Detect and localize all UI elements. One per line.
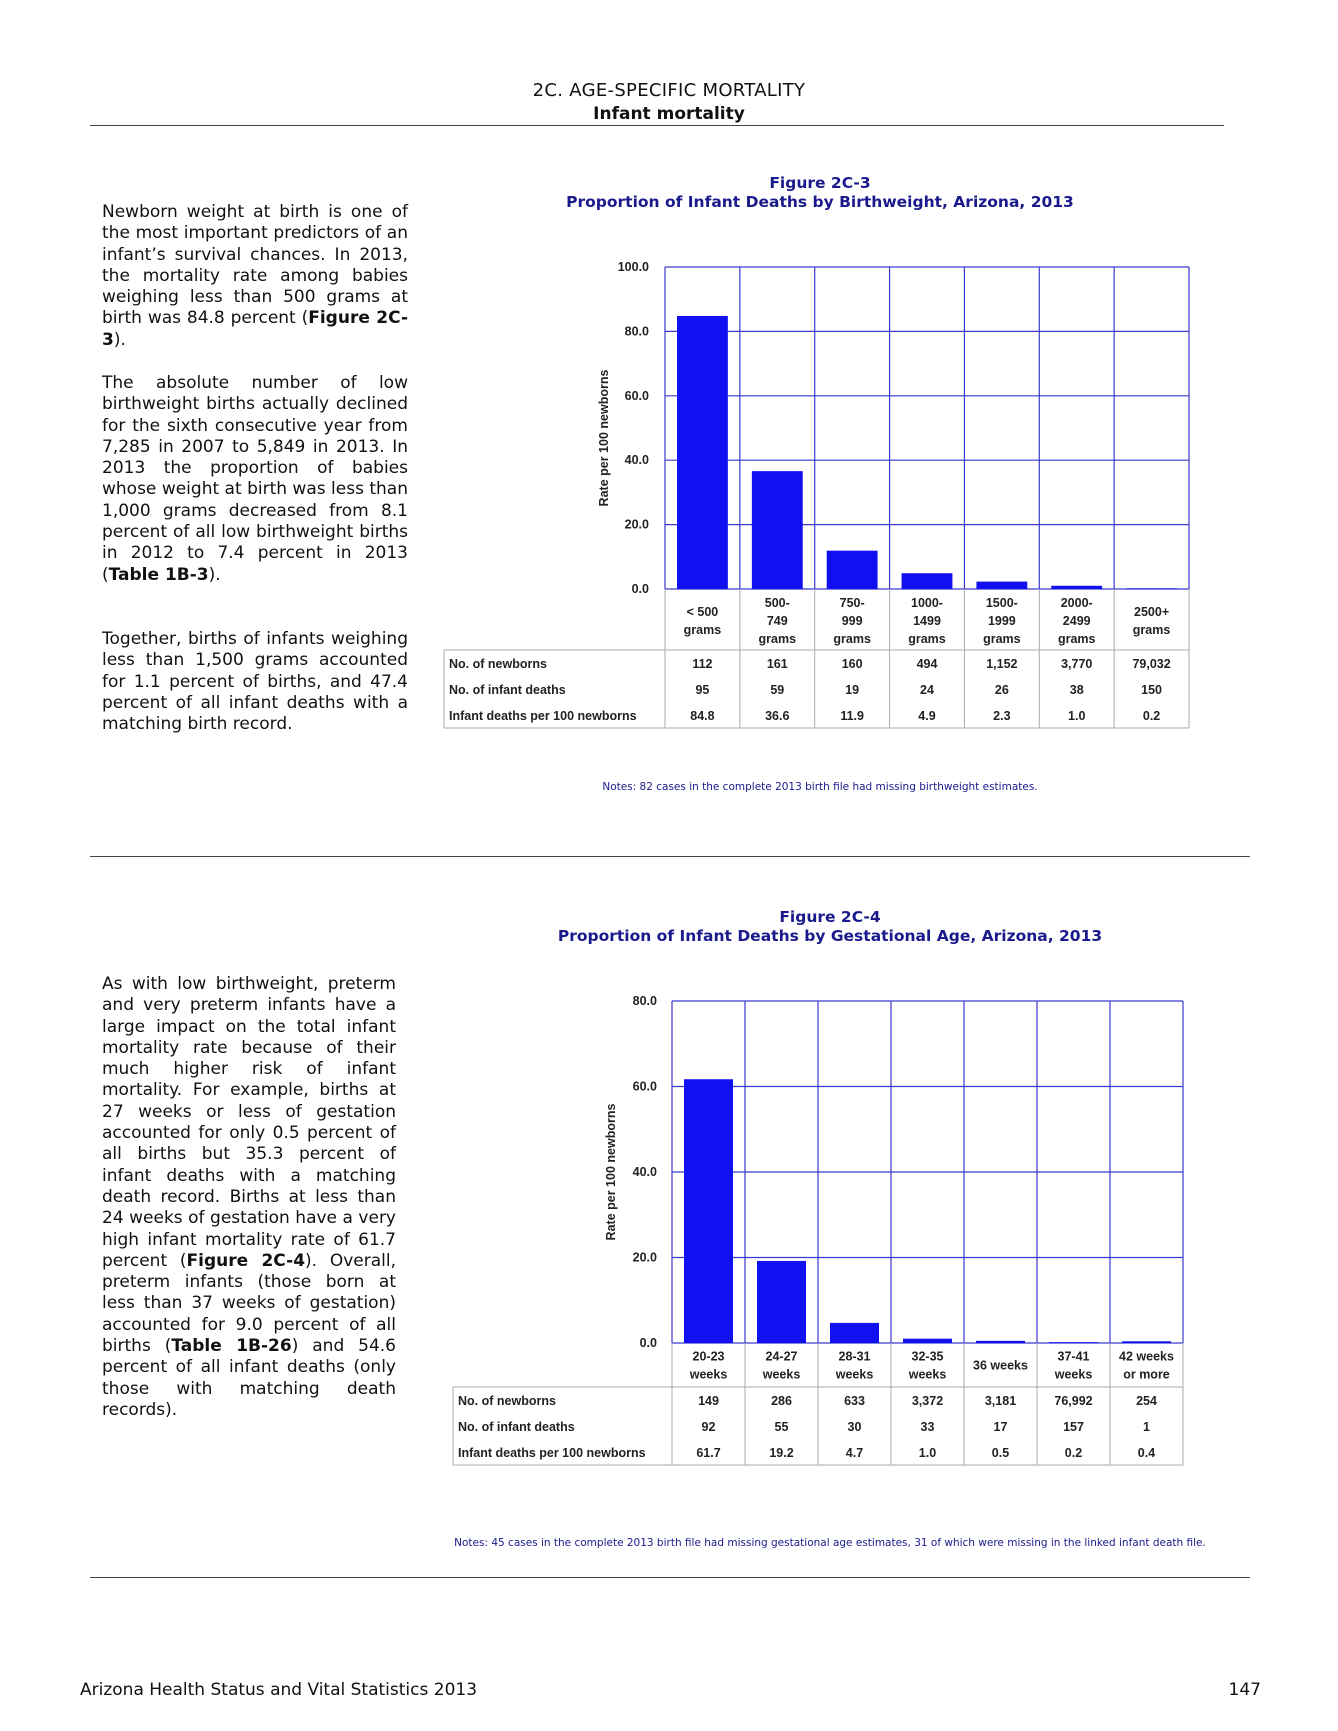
x-tick-label: 24-27 (765, 1349, 798, 1364)
figure-2c3-title: Proportion of Infant Deaths by Birthweight, Arizona, 2013 (566, 193, 1074, 211)
bar (827, 551, 878, 589)
page-section-subtitle: Infant mortality (593, 104, 745, 124)
x-tick-label: 2499 (1062, 614, 1091, 628)
table-cell: 30 (847, 1420, 862, 1434)
table-cell: 4.7 (845, 1446, 864, 1460)
bar (830, 1323, 879, 1343)
x-tick-label: < 500 (686, 605, 719, 619)
x-tick-label: 42 weeks (1119, 1349, 1174, 1364)
bar (684, 1079, 733, 1343)
table-cell: 11.9 (840, 709, 864, 723)
x-tick-label: 500- (764, 596, 790, 610)
table-cell: 3,770 (1061, 657, 1093, 671)
y-tick-label: 40.0 (624, 453, 649, 468)
table-cell: 55 (774, 1420, 789, 1434)
x-tick-label: grams (683, 623, 722, 637)
x-tick-label: grams (833, 632, 871, 646)
section-divider-1 (90, 856, 1250, 857)
y-tick-label: 0.0 (631, 582, 649, 596)
x-tick-label: grams (1132, 623, 1171, 637)
y-tick-label: 0.0 (639, 1336, 657, 1350)
bar (1126, 588, 1177, 589)
table-row-label: Infant deaths per 100 newborns (458, 1446, 646, 1460)
bar (903, 1339, 952, 1343)
table-cell: 3,181 (984, 1394, 1017, 1408)
paragraph-birthweight-3: Together, births of infants weighing less than 1,500 grams accounted for 1.1 percent of births, and 47.4 percent of all infant deaths with a matching birth record. (102, 629, 408, 735)
y-tick-label: 100.0 (617, 260, 649, 274)
table-cell: 112 (692, 657, 713, 671)
x-tick-label: 36 weeks (973, 1358, 1028, 1373)
x-tick-label: weeks (908, 1367, 947, 1382)
table-cell: 76,992 (1054, 1394, 1093, 1408)
table-cell: 38 (1069, 683, 1084, 697)
table-cell: 36.6 (765, 709, 790, 723)
paragraph-birthweight-1: Newborn weight at birth is one of the most important predictors of an infant’s survival chances. In 2013, the mortality rate among babies weighing less than 500 grams at birth was 84.8 percent (Figure 2C-3). (102, 202, 409, 350)
x-tick-label: 999 (841, 614, 863, 628)
figure-ref: Figure 2C-3 (102, 308, 409, 350)
bar (1051, 586, 1102, 589)
bar (757, 1261, 806, 1343)
table-ref: Table 1B-26 (171, 1336, 292, 1357)
x-tick-label: 28-31 (838, 1349, 871, 1364)
bar (1049, 1342, 1098, 1343)
y-tick-label: 60.0 (624, 388, 649, 403)
page-section-title: 2C. AGE-SPECIFIC MORTALITY (532, 80, 806, 101)
table-cell: 254 (1136, 1394, 1157, 1408)
table-cell: 0.2 (1142, 709, 1161, 723)
section-divider-2 (90, 1577, 1250, 1578)
x-tick-label: 1500- (985, 596, 1018, 610)
x-tick-label: 1499 (913, 614, 941, 628)
table-cell: 61.7 (696, 1446, 721, 1460)
y-tick-label: 20.0 (632, 1250, 657, 1265)
table-cell: 1.0 (1068, 709, 1086, 723)
table-cell: 150 (1141, 683, 1163, 697)
y-tick-label: 80.0 (632, 994, 657, 1008)
x-tick-label: grams (983, 632, 1021, 646)
figure-2c4-title: Proportion of Infant Deaths by Gestational Age, Arizona, 2013 (557, 927, 1103, 945)
table-cell: 149 (698, 1394, 719, 1408)
x-tick-label: grams (908, 632, 946, 646)
table-cell: 3,372 (911, 1394, 944, 1408)
x-tick-label: 20-23 (692, 1349, 725, 1364)
table-cell: 4.9 (918, 709, 936, 723)
table-cell: 59 (770, 683, 785, 697)
table-cell: 0.5 (991, 1446, 1010, 1460)
figure-2c3-caption (540, 174, 1100, 212)
y-axis-label: Rate per 100 newborns (597, 369, 611, 507)
figure-2c4-note: Notes: 45 cases in the complete 2013 birth file had missing gestational age estimates, 31 of which were missing in the linked infant death file. (454, 1537, 1206, 1549)
table-cell: 19.2 (769, 1446, 794, 1460)
x-tick-label: 32-35 (911, 1349, 944, 1364)
table-cell: 26 (994, 683, 1009, 697)
x-tick-label: 37-41 (1057, 1349, 1090, 1364)
table-row-label: No. of infant deaths (449, 683, 566, 697)
table-cell: 92 (701, 1420, 716, 1434)
paragraph-gestational-age: As with low birthweight, preterm and very preterm infants have a large impact on the total infant mortality rate because of their much higher risk of infant mortality. For example, births at 27 weeks or less of gestation accounted for only 0.5 percent of all births but 35.3 percent of infant deaths with a matching death record. Births at less than 24 weeks of gestation have a very high infant mortality rate of 61.7 percent (Figure 2C-4). Overall, preterm infants (those born at less than 37 weeks of gestation) accounted for 9.0 percent of all births (Table 1B-26) and 54.6 percent of all infant deaths (only those with matching death records). (102, 974, 397, 1420)
table-cell: 157 (1063, 1420, 1084, 1434)
table-cell: 286 (771, 1394, 792, 1408)
figure-2c3-label: Figure 2C-3 (769, 174, 871, 192)
table-row-label: No. of infant deaths (458, 1420, 575, 1434)
table-ref: Table 1B-3 (108, 564, 209, 585)
x-tick-label: 2500+ (1134, 605, 1170, 619)
table-cell: 0.2 (1064, 1446, 1083, 1460)
figure-2c4-label: Figure 2C-4 (779, 908, 881, 926)
bar (902, 573, 953, 589)
x-tick-label: 749 (766, 614, 788, 628)
bar (752, 471, 803, 589)
table-cell: 633 (844, 1394, 865, 1408)
x-tick-label: 750- (839, 596, 865, 610)
header-divider (90, 125, 1224, 126)
x-tick-label: 1999 (987, 614, 1016, 628)
paragraph-birthweight-2: The absolute number of low birthweight births actually declined for the sixth consecutive year from 7,285 in 2007 to 5,849 in 2013. In 2013 the proportion of babies whose weight at birth was less than 1,000 grams decreased from 8.1 percent of all low birthweight births in 2012 to 7.4 percent in 2013 (Table 1B-3). (102, 373, 408, 585)
x-tick-label: or more (1123, 1367, 1170, 1382)
table-cell: 494 (916, 657, 938, 671)
figure-2c3-note: Notes: 82 cases in the complete 2013 birth file had missing birthweight estimates. (602, 781, 1038, 793)
y-tick-label: 20.0 (624, 517, 649, 532)
y-tick-label: 60.0 (632, 1079, 657, 1094)
footer-page-number: 147 (1228, 1680, 1261, 1700)
figure-ref: Figure 2C-4 (186, 1250, 306, 1271)
x-tick-label: 1000- (911, 596, 943, 610)
table-cell: 17 (993, 1420, 1008, 1434)
x-tick-label: weeks (1054, 1367, 1093, 1382)
table-cell: 24 (920, 683, 934, 697)
x-tick-label: weeks (762, 1367, 801, 1382)
bar (976, 582, 1027, 589)
table-cell: 161 (766, 657, 788, 671)
table-cell: 1 (1143, 1420, 1150, 1434)
x-tick-label: weeks (689, 1367, 728, 1382)
table-row-label: No. of newborns (458, 1394, 556, 1408)
table-cell: 1,152 (986, 657, 1018, 671)
table-row-label: Infant deaths per 100 newborns (449, 709, 637, 723)
table-cell: 19 (845, 683, 860, 697)
footer-publication: Arizona Health Status and Vital Statistics 2013 (80, 1680, 478, 1700)
table-cell: 160 (841, 657, 863, 671)
bar (677, 316, 728, 589)
table-cell: 1.0 (918, 1446, 937, 1460)
table-cell: 95 (695, 683, 710, 697)
table-cell: 2.3 (993, 709, 1011, 723)
bar (976, 1341, 1025, 1343)
table-row-label: No. of newborns (449, 657, 547, 671)
y-tick-label: 40.0 (632, 1165, 657, 1179)
table-cell: 84.8 (690, 709, 715, 723)
y-tick-label: 80.0 (624, 324, 649, 339)
x-tick-label: weeks (835, 1367, 874, 1382)
figure-2c4-caption (530, 908, 1130, 946)
x-tick-label: 2000- (1060, 596, 1093, 610)
x-tick-label: grams (758, 632, 797, 646)
y-axis-label: Rate per 100 newborns (604, 1103, 618, 1241)
table-cell: 33 (920, 1420, 935, 1434)
x-tick-label: grams (1057, 632, 1096, 646)
bar (1122, 1341, 1171, 1343)
table-cell: 0.4 (1137, 1446, 1156, 1460)
table-cell: 79,032 (1132, 657, 1171, 671)
